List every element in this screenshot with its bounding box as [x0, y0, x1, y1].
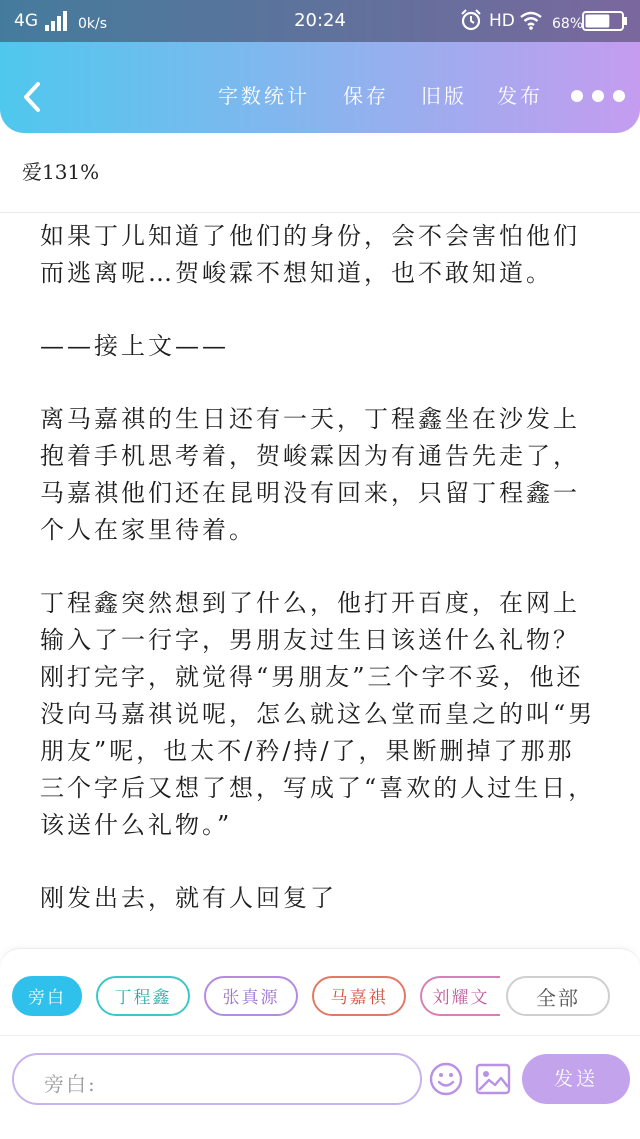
paragraph: 离马嘉祺的生日还有一天，丁程鑫坐在沙发上抱着手机思考着，贺峻霖因为有通告先走了，马嘉祺他们还在昆明没有回来，只留丁程鑫一个人在家里待着。 — [40, 405, 580, 544]
word-count-button[interactable]: 字数统计 — [218, 84, 310, 108]
image-icon[interactable] — [475, 1062, 511, 1096]
wifi-icon — [519, 10, 543, 30]
panel-divider — [0, 1035, 640, 1036]
chapter-title[interactable]: 爱131% — [22, 160, 100, 184]
character-chip-liu-yaowen[interactable]: 刘耀文 — [420, 976, 500, 1016]
paragraph: 如果丁儿知道了他们的身份，会不会害怕他们而逃离呢…贺峻霖不想知道，也不敢知道。 — [40, 222, 580, 287]
message-input[interactable] — [12, 1053, 422, 1105]
app-header — [0, 0, 640, 133]
emoji-icon[interactable] — [429, 1062, 463, 1096]
status-bar — [0, 0, 640, 42]
old-version-button[interactable]: 旧版 — [421, 84, 467, 108]
character-chip-ma-jiaqi[interactable]: 马嘉祺 — [312, 976, 406, 1016]
paragraph: 丁程鑫突然想到了什么，他打开百度，在网上输入了一行字，男朋友过生日该送什么礼物？刚打完字，就觉得“男朋友”三个字不妥，他还没向马嘉祺说呢，怎么就这么堂而皇之的叫“男朋友”呢，也太不/矜/持/了，果断删掉了那那三个字后又想了想，写成了“喜欢的人过生日，该送什么礼物。” — [40, 589, 596, 839]
publish-button[interactable]: 发布 — [497, 84, 543, 108]
clock: 20:24 — [294, 10, 346, 31]
more-options-icon[interactable] — [570, 89, 626, 103]
character-chip-zhang-zhenyuan[interactable]: 张真源 — [204, 976, 298, 1016]
battery-icon — [582, 11, 628, 31]
paragraph: ——接上文—— — [40, 332, 229, 360]
story-content[interactable] — [40, 218, 600, 948]
all-characters-button[interactable]: 全部 — [506, 976, 610, 1016]
save-button[interactable]: 保存 — [343, 84, 389, 108]
battery-percent: 68% — [552, 16, 584, 32]
network-speed: 0k/s — [78, 16, 108, 32]
back-arrow-icon[interactable] — [18, 80, 48, 114]
send-button[interactable]: 发送 — [522, 1054, 630, 1104]
character-chip-ding-chengxin[interactable]: 丁程鑫 — [96, 976, 190, 1016]
network-type: 4G — [14, 11, 38, 31]
character-chip-narration[interactable]: 旁白 — [12, 976, 82, 1016]
title-divider — [0, 212, 640, 213]
hd-indicator: HD — [489, 11, 515, 31]
message-input-placeholder: 旁白: — [44, 1072, 97, 1096]
alarm-icon — [460, 9, 482, 31]
paragraph: 刚发出去，就有人回复了 — [40, 884, 337, 912]
